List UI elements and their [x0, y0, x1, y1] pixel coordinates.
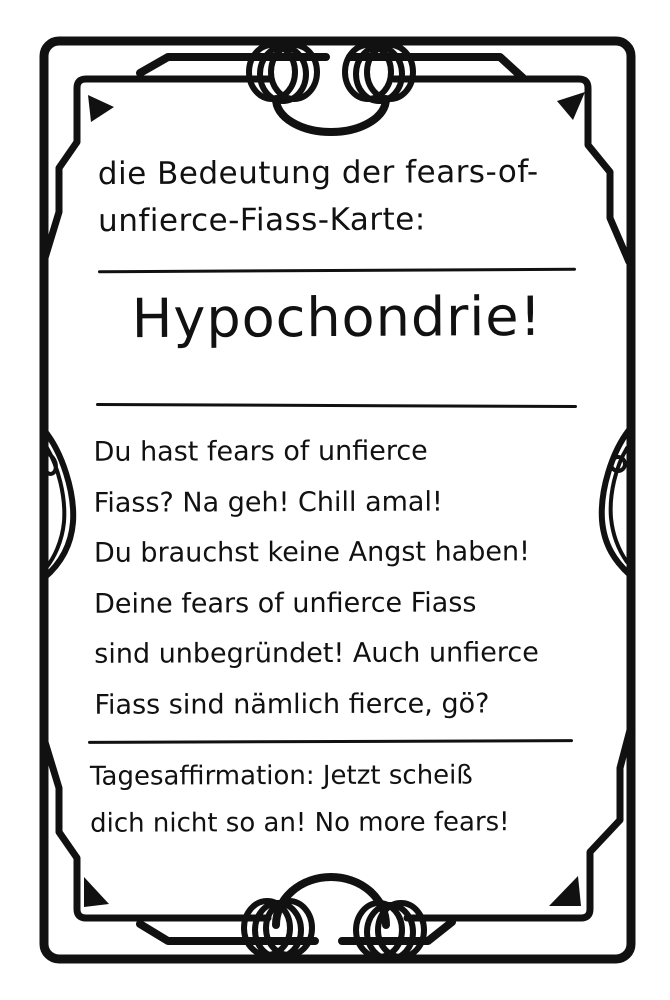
card-meaning-header	[98, 149, 539, 245]
card-title: Hypochondrie!	[131, 284, 543, 351]
bottom-bars	[140, 922, 452, 941]
right-leaf-ornament	[602, 430, 629, 574]
body-line-1: Du hast fears of unfierce	[93, 435, 428, 468]
body-line-3: Du brauchst keine Angst haben!	[93, 536, 530, 569]
affirmation-line-1: Tagesaffirmation: Jetzt scheiß	[89, 760, 473, 792]
body-line-6: Fiass sind nämlich fierce, gö?	[94, 687, 490, 721]
header-line-2: unfierce-Fiass-Karte:	[98, 201, 426, 240]
corner-triangle-bottom-left	[84, 877, 109, 907]
top-swirl-flourish	[249, 45, 413, 132]
corner-triangle-top-right	[557, 92, 585, 120]
corner-triangle-bottom-right	[549, 876, 581, 906]
header-line-1: die Bedeutung der fears-of-	[97, 153, 539, 193]
body-line-5: sind unbegründet! Auch unfierce	[94, 637, 539, 670]
card-body	[93, 426, 539, 731]
card-affirmation	[90, 752, 510, 847]
corner-triangle-top-left	[88, 95, 114, 122]
body-line-4: Deine fears of unfierce Fiass	[94, 586, 477, 620]
body-line-2: Fiass? Na geh! Chill amal!	[93, 486, 443, 519]
top-bars	[140, 57, 523, 78]
affirmation-line-2: dich nicht so an! No more fears!	[90, 807, 510, 839]
